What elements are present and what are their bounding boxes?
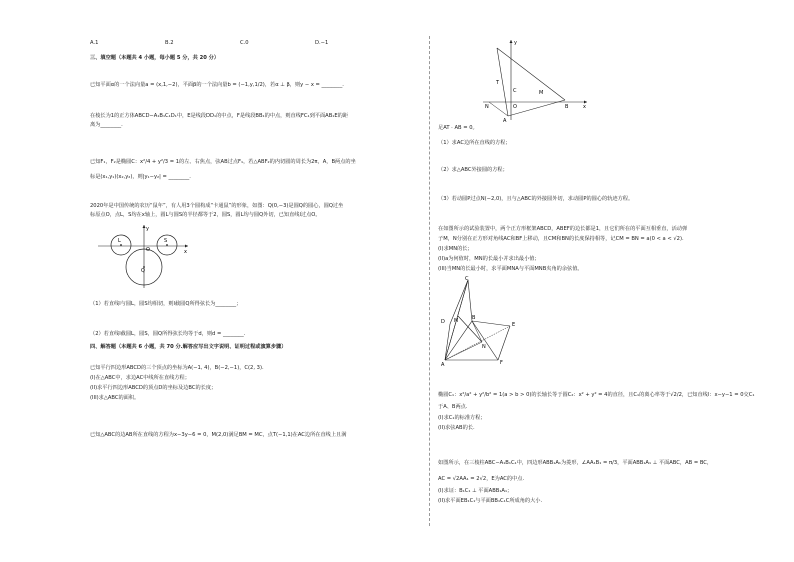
tri-label-b: B — [565, 104, 569, 110]
solve-q3-part2: (II)a为何值时，MN的长最小并求出最小值； — [438, 256, 540, 262]
tri-label-n: N — [485, 104, 489, 110]
fill-q4-line2: 标原点O，点L，S均在x轴上，圆L与圆S的半径都等于2，圆S，圆L均与圆Q外切，已知直线l过点O。 — [90, 212, 321, 218]
sq-label-e: E — [512, 322, 516, 328]
section-4-title: 四、解答题（本题共 6 小题，共 70 分.解答应写出文字说明、证明过程或演算步骤） — [90, 344, 287, 350]
solve-q2-line2: 足AT · AB = 0。 — [438, 125, 478, 131]
fill-q4-line1: 2020年是中国传统的农历“鼠年”，有人用3个圆构成“卡通鼠”的形象，如图：Q(0,−3)是圆Q的圆心，圆Q过坐 — [90, 203, 344, 209]
choice-options — [90, 40, 390, 47]
label-y: y — [146, 226, 149, 232]
label-o: O — [146, 247, 150, 253]
fill-q3-line1: 已知F₁，F₂是椭圆C：x²/4 + y²/3 = 1的左、右焦点，弦AB过点F₁，若△ABF₂的内切圆的周长为2π，A，B两点的坐 — [90, 159, 356, 165]
sq-label-c: C — [465, 276, 469, 282]
solve-q1-part3: (III)求△ABC的面积。 — [90, 395, 140, 401]
tri-label-t: T — [496, 80, 500, 86]
solve-q2-part3: （3）若动圆P过点N(−2,0)，且与△ABC的外接圆外切，求动圆P的圆心的轨迹方程。 — [438, 196, 634, 202]
fill-q4-part1: （1）若直线l与圆L，圆S均相切，则l截圆Q所得弦长为________； — [90, 301, 242, 307]
fill-q3-line2: 标是(x₁,y₁)(x₂,y₂)，则|y₁−y₂| = ________. — [90, 174, 191, 180]
fill-q2-line2: 离为________. — [90, 122, 123, 128]
solve-q4-part2: (II)求弦AB的长. — [438, 425, 475, 431]
solve-q5-part1: (I)求证：B₁C₁ ⊥ 平面ABB₁A₁； — [438, 488, 513, 494]
solve-q3-part3: (III)当MN的长最小时，求平面MNA与平面MNB夹角的余弦值。 — [438, 266, 583, 272]
solve-q4-part1: (I)求C₁的标准方程； — [438, 415, 486, 421]
tri-label-o: O — [513, 104, 517, 110]
solve-q1-stem: 已知平行四边形ABCD的三个顶点的坐标为A(−1, 4)，B(−2,−1)，C(2, 3). — [90, 365, 264, 371]
fill-q4-part2: （2）若直线l截圆L，圆S，圆Q所得弦长均等于d，则d = ________. — [90, 331, 246, 337]
choice-a: A.1 — [90, 40, 99, 46]
solve-q4-line1: 椭圆C₁：x²/a² + y²/b² = 1(a > b > 0)的长轴长等于圆C₂：x² + y² = 4的直径，且C₁的离心率等于√2/2，已知直线l：x−y−1 = 0交C₁ — [438, 392, 755, 398]
choice-d: D.−1 — [315, 40, 329, 46]
label-l: L — [118, 238, 121, 244]
sq-label-b: B — [472, 315, 476, 321]
label-x: x — [184, 249, 187, 255]
tri-label-y: y — [514, 40, 517, 46]
tri-label-m: M — [539, 90, 544, 96]
sq-label-m: M — [454, 318, 459, 324]
perpendicular-squares-figure — [438, 276, 528, 366]
section-3-title: 三、填空题（本题共 4 小题，每小题 5 分，共 20 分） — [90, 55, 220, 61]
solve-q1-part1: (I)在△ABC中，求边AC中线所在直线方程； — [90, 375, 190, 381]
fill-q2-line1: 在棱长为1的正方体ABCD−A₁B₁C₁D₁中，E是线段DD₁的中点，F是线段BB₁的中点，则直线FC₁到平面AB₁E的距 — [90, 113, 348, 119]
sq-label-a: A — [441, 362, 445, 366]
fill-q1: 已知平面α的一个法向量a = (x,1,−2)，平面β的一个法向量b = (−1,y,1/2)，若α ⊥ β，则y − x = ________. — [90, 82, 344, 88]
cartoon-mouse-figure — [98, 224, 190, 290]
solve-q3-line1: 在如图所示的试验装置中，两个正方形框架ABCD，ABEF的边长都是1，且它们所在的平面互相垂直，活动弹 — [438, 226, 688, 232]
choice-c: C.0 — [240, 40, 249, 46]
triangle-coordinate-figure — [483, 36, 593, 122]
column-divider — [429, 36, 430, 526]
label-q: Q — [141, 268, 145, 274]
solve-q4-line2: 于A、B两点. — [438, 404, 468, 410]
solve-q3-line2: 子M，N分别在正方形对角线AC和BF上移动，且CM和BN的长度保持相等，记CM = BN = a(0 < a < √2). — [438, 236, 684, 242]
tri-label-c: C — [513, 88, 517, 94]
sq-label-f: F — [500, 360, 503, 366]
solve-q5-part2: (II)求平面EB₁C₁与平面BB₁C₁C所成角的大小. — [438, 498, 543, 504]
solve-q5-line1: 如图所示，在三棱柱ABC−A₁B₁C₁中，四边形ABB₁A₁为菱形，∠AA₁B₁ = π/3，平面ABB₁A₁ ⊥ 平面ABC，AB = BC， — [438, 460, 713, 466]
sq-label-d: D — [441, 319, 445, 325]
solve-q3-part1: (I)求MN的长； — [438, 246, 473, 252]
solve-q5-line2: AC = √2AA₁ = 2√2，E为AC的中点. — [438, 476, 525, 482]
choice-b: B.2 — [165, 40, 174, 46]
tri-label-a: A — [503, 118, 507, 122]
tri-label-x: x — [583, 104, 586, 110]
solve-q2-part1: （1）求AC边所在直线的方程； — [438, 140, 511, 146]
sq-label-n: N — [482, 344, 486, 350]
solve-q1-part2: (II)求平行四边形ABCD的顶点D的坐标及边BC的长度； — [90, 385, 217, 391]
solve-q2-line1: 已知△ABC的边AB所在直线的方程为x−3y−6 = 0，M(2,0)满足BM = MC，点T(−1,1)在AC边所在直线上且满 — [90, 432, 347, 438]
solve-q2-part2: （2）求△ABC外接圆的方程； — [438, 167, 508, 173]
label-s: S — [164, 238, 168, 244]
